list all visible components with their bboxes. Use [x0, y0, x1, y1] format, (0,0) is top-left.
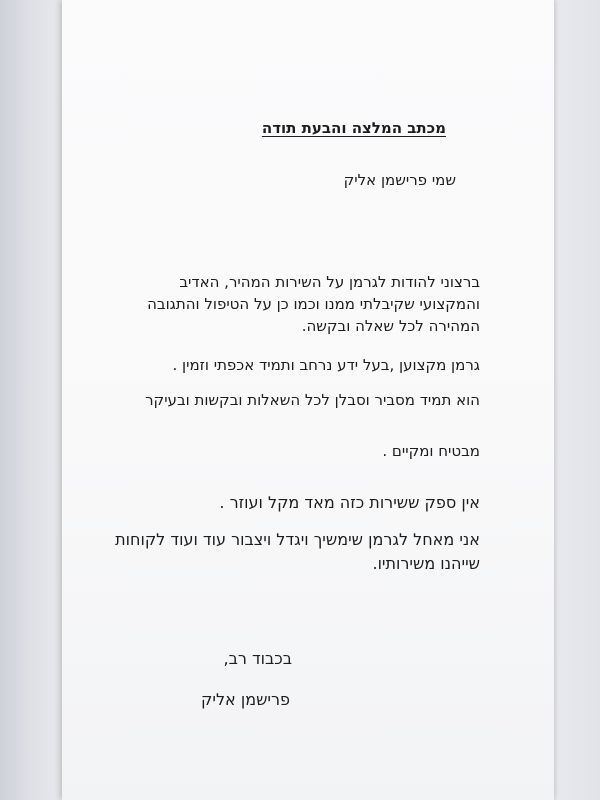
paragraph-line: אני מאחל לגרמן שימשיך ויגדל ויצבור עוד ועוד לקוחות — [115, 530, 480, 549]
closing-regards: בכבוד רב, — [223, 649, 292, 668]
paragraph-line: והמקצועי שקיבלתי ממנו וכמו כן על הטיפול והתגובה — [147, 295, 480, 313]
paragraph-patient: הוא תמיד מסביר וסבלן לכל השאלות ובקשות ובעיקר — [145, 391, 480, 409]
signature-name: פרישמן אליק — [201, 690, 290, 709]
paragraph-wishes — [115, 528, 480, 576]
paragraph-line: ברצוני להודות לגרמן על השירות המהיר, האדיב — [179, 273, 480, 291]
letter-page — [62, 0, 554, 800]
paragraph-line: המהירה לכל שאלה ובקשה. — [301, 317, 480, 335]
paragraph-promises: מבטיח ומקיים . — [382, 442, 480, 460]
recipient-line: שמי פרישמן אליק — [343, 171, 456, 189]
paragraph-no-doubt: אין ספק ששירות כזה מאד מקל ועוזר . — [219, 493, 480, 512]
paragraph-thanks — [80, 271, 480, 337]
letter-title: מכתב המלצה והבעת תודה — [261, 119, 446, 137]
paragraph-professional: גרמן מקצוען ,בעל ידע נרחב ותמיד אכפתי וזמין . — [172, 356, 480, 374]
paragraph-line: שייהנו משירותיו. — [372, 554, 480, 573]
